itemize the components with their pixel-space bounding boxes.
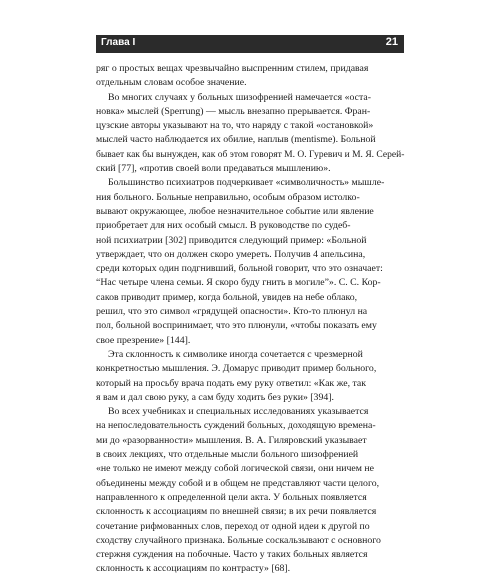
text-line: сходству случайного признака. Больные соскальзывают с основного [96,534,381,546]
text-line: ский [77], «против своей воли предаваться мышлению». [96,163,331,175]
text-line: я вам и дал свою руку, а сам буду ходить без руки» [394]. [96,391,334,403]
text-line: свое презрение» [144]. [96,334,191,346]
text-line: утверждает, что он должен скоро умереть. Получив 4 апельсина, [96,248,366,260]
paragraph [96,91,404,177]
text-line: цузские авторы указывают на то, что наряду с такой «остановкой» [96,120,374,132]
text-line: Во всех учебниках и специальных исследованиях указывается [108,406,369,418]
text-line: склонность к ассоциациям по контрасту» [68]. [96,563,291,575]
text-line: стержня суждения на побочные. Часто у таких больных является [96,549,368,561]
text-line: в своих лекциях, что отдельные мысли больного шизофренией [96,449,359,461]
text-line: мыслей часто наблюдается их обилие, наплыв (mentisme). Больной [96,134,376,146]
text-line: Эта склонность к символике иногда сочетается с чрезмерной [108,348,363,360]
running-header [96,35,404,53]
text-line: саков приводит пример, когда больной, увидев на небе облако, [96,291,358,303]
text-line: склонность к ассоциациям по внешней связи; в их речи появляется [96,506,377,518]
text-line: ми до «разорванности» мышления. В. А. Гиляровский указывает [96,434,367,446]
text-line: отдельным словам особое значение. [96,77,247,89]
text-line: ной психиатрии [302] приводится следующий пример: «Больной [96,234,367,246]
paragraph [96,348,404,405]
text-line: который на просьбу врача подать ему руку ответил: «Как же, так [96,377,367,389]
paragraph [96,176,404,348]
text-line: «не только не имеют между собой логической связи, они ничем не [96,463,375,475]
text-line: “Нас четыре члена семьи. Я скоро буду гнить в могиле”». С. С. Кор- [96,277,381,289]
text-line: на непоследовательность суждений больных, доходящую времена- [96,420,376,432]
body-text [96,62,404,577]
text-line: вывают окружающее, любое незначительное событие или явление [96,205,374,217]
text-line: конкретностью мышления. Э. Домарус приводит пример больного, [96,363,377,375]
text-line: приобретает для них особый смысл. В руководстве по судеб- [96,220,351,232]
page-number: 21 [385,36,398,48]
text-line: решил, что это символ «грядущей опасности». Кто-то плюнул на [96,306,368,318]
text-line: объединены между собой и в общем не представляют части целого, [96,477,380,489]
text-line: пол, больной воспринимает, что это плюнули, «чтобы показать ему [96,320,377,332]
text-line: среди которых один подгнивший, больной говорит, что это означает: [96,263,383,275]
text-line: новка» мыслей (Sperrung) — мысль внезапно прерывается. Фран- [96,105,371,117]
text-line: ряг о простых вещах чрезвычайно выспренним стилем, придавая [96,63,369,74]
text-line: направленного к определенной цели акта. У больных появляется [96,491,367,503]
text-line: бывает как бы вынужден, как об этом говорят М. О. Гуревич и М. Я. Серей- [96,148,405,160]
text-line: ния больного. Больные неправильно, особым образом истолко- [96,191,360,203]
text-line: Большинство психиатров подчеркивает «символичность» мышле- [108,177,385,189]
paragraph [96,405,404,577]
text-line: Во многих случаях у больных шизофренией намечается «оста- [108,91,371,103]
chapter-title: Глава I [101,37,136,48]
paragraph [96,62,404,91]
text-line: сочетание рифмованных слов, переход от одной идеи к другой по [96,520,370,532]
